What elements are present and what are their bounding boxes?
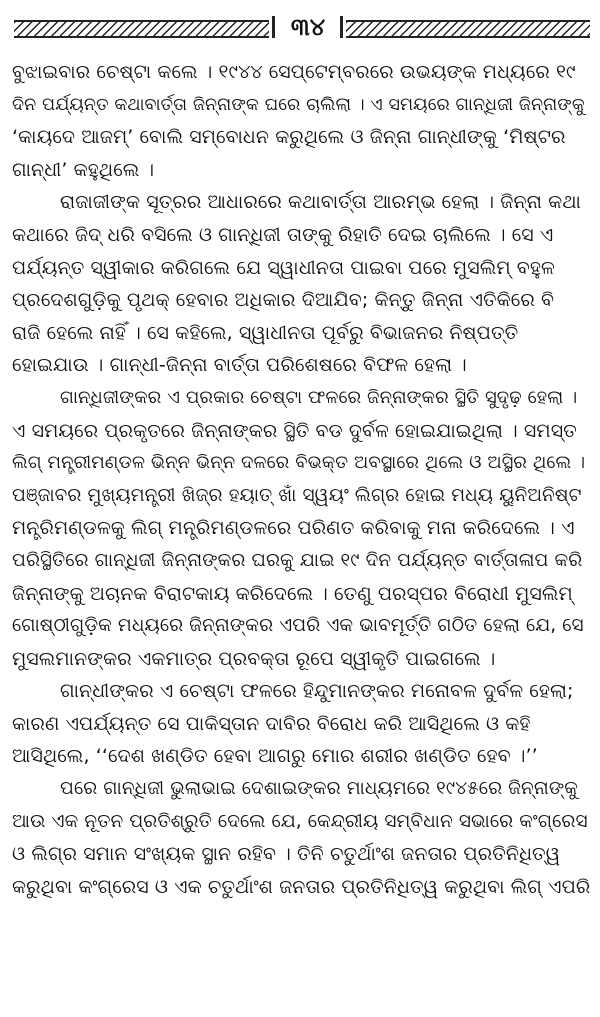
text-line: ‘କାୟଦେ ଆଜମ୍’ ବୋଲି ସମ୍ବୋଧନ କରୁଥିଲେ ଓ ଜିନ୍ନା ଗାନ୍ଧୀଙ୍କୁ ‘ମିଷ୍ଟର (12, 126, 566, 149)
text-line: ବୁଝାଇବାର ଚେଷ୍ଟା କଲେ । ୧୯୪୪ ସେପ୍ଟେମ୍ବରରେ ଉଭୟଙ୍କ ମଧ୍ୟରେ ୧୯ (12, 61, 576, 83)
header-bracket-right (340, 16, 343, 38)
text-line: ପରିସ୍ଥିତିରେ ଗାନ୍ଧିଜୀ ଜିନ୍ନାଙ୍କର ଘରକୁ ଯାଇ ୧୯ ଦିନ ପର୍ଯ୍ୟନ୍ତ ବାର୍ତ୍ତାଳାପ କରି (12, 549, 583, 571)
text-line: ଦିନ ପର୍ଯ୍ୟନ୍ତ କଥାବାର୍ତ୍ତା ଜିନ୍ନାଙ୍କ ଘରେ ଚାଲିଲା । ଏ ସମୟରେ ଗାନ୍ଧିଜୀ ଜିନ୍ନାଙ୍କୁ (12, 94, 585, 115)
text-line: ଓ ଲିଗ୍‌ର ସମାନ ସଂଖ୍ୟକ ସ୍ଥାନ ରହିବ । ତିନି ଚତୁର୍ଥାଂଶ ଜନତାର ପ୍ରତିନିଧିତ୍ୱ (12, 843, 561, 866)
text-line: ଗାନ୍ଧିଜୀଙ୍କର ଏ ପ୍ରକାର ଚେଷ୍ଟା ଫଳରେ ଜିନ୍ନାଙ୍କର ସ୍ଥିତି ସୁଦୃଢ଼ ହେଲା । (60, 386, 578, 408)
text-line: ଆସିଥିଲେ, ‘‘ଦେଶ ଖଣ୍ଡିତ ହେବା ଆଗରୁ ମୋର ଶରୀର ଖଣ୍ଡିତ ହେବ ।’’ (12, 745, 538, 768)
text-line: ପଞ୍ଜାବର ମୁଖ୍ୟମନ୍ତ୍ରୀ ଖିଜ୍ର ହୟାତ୍ ଖାଁ ସ୍ୱୟଂ ଲିଗ୍‌ର ହୋଇ ମଧ୍ୟ ୟୁନିଅନିଷ୍ଟ (12, 484, 582, 506)
paragraph (12, 382, 590, 675)
header-bracket-left (272, 16, 275, 38)
paragraph (12, 675, 590, 773)
page-number: ୩୪ (290, 13, 326, 41)
text-line: ଏ ସମୟରେ ପ୍ରକୃତରେ ଜିନ୍ନାଙ୍କର ସ୍ଥିତି ବଡ ଦୁର୍ବଳ ହୋଇଯାଇଥିଲା । ସମସ୍ତ (12, 419, 577, 442)
text-line: ପର୍ଯ୍ୟନ୍ତ ସ୍ୱୀକାର କରିଗଲେ ଯେ ସ୍ୱାଧୀନତା ପାଇବା ପରେ ମୁସଲିମ୍ ବହୁଳ (12, 256, 555, 279)
text-line: ଗାନ୍ଧୀଙ୍କର ଏ ଚେଷ୍ଟା ଫଳରେ ହିନ୍ଦୁମାନଙ୍କର ମନୋବଳ ଦୁର୍ବଳ ହେଲା; (60, 680, 574, 703)
paragraph (12, 56, 590, 186)
text-line: ମୁସଲମାନଙ୍କର ଏକମାତ୍ର ପ୍ରବକ୍ତା ରୂପେ ସ୍ୱୀକୃତି ପାଇଗଲେ । (12, 647, 496, 670)
text-line: ଗାନ୍ଧୀ’ କହୁଥିଲେ । (12, 158, 155, 181)
paragraph (12, 186, 590, 382)
text-line: ପରେ ଗାନ୍ଧିଜୀ ଭୁଲାଭାଇ ଦେଶାଇଙ୍କର ମାଧ୍ୟମରେ ୧୯୪୫ରେ ଜିନ୍ନାଙ୍କୁ (60, 778, 579, 800)
header-hatch-right (346, 20, 590, 38)
text-line: ଜିନ୍ନାଙ୍କୁ ଅଚାନକ ବିରାଟକାୟ କରିଦେଲେ । ତେଣୁ ପରସ୍ପର ବିରୋଧୀ ମୁସଲିମ୍ (12, 582, 573, 605)
text-line: ଗୋଷ୍ଠୀଗୁଡ଼ିକ ମଧ୍ୟରେ ଜିନ୍ନାଙ୍କର ଏପରି ଏକ ଭାବମୂର୍ତ୍ତି ଗଠିତ ହେଲା ଯେ, ସେ (12, 615, 584, 637)
paragraph (12, 773, 590, 903)
text-line: କଥାରେ ଜିଦ୍ ଧରି ବସିଲେ ଓ ଗାନ୍ଧିଜୀ ତାଙ୍କୁ ରିହାତି ଦେଇ ଚାଲିଲେ । ସେ ଏ (12, 223, 554, 246)
text-line: କାରଣ ଏପର୍ଯ୍ୟନ୍ତ ସେ ପାକିସ୍ତାନ ଦାବିର ବିରୋଧ କରି ଆସିଥିଲେ ଓ କହି (12, 712, 531, 735)
text-line: ଆଉ ଏକ ନୂତନ ପ୍ରତିଶ୍ରୁତି ଦେଲେ ଯେ, କେନ୍ଦ୍ରୀୟ ସମ୍ବିଧାନ ସଭାରେ କଂଗ୍ରେସ (12, 810, 588, 832)
text-line: ରାଜି ହେଲେ ନାହିଁ । ସେ କହିଲେ, ସ୍ୱାଧୀନତା ପୂର୍ବରୁ ବିଭାଜନର ନିଷ୍ପତ୍ତି (12, 321, 519, 344)
text-line: ମନ୍ତ୍ରିମଣ୍ଡଳକୁ ଲିଗ୍ ମନ୍ତ୍ରିମଣ୍ଡଳରେ ପରିଣତ କରିବାକୁ ମନା କରିଦେଲେ । ଏ (12, 517, 575, 540)
body-text (12, 56, 590, 903)
text-line: ଲିଗ୍ ମନ୍ତ୍ରୀମଣ୍ଡଳ ଭିନ୍ନ ଭିନ୍ନ ଦଳରେ ବିଭକ୍ତ ଅବସ୍ଥାରେ ଥିଲେ ଓ ଅସ୍ଥିର ଥିଲେ । (12, 452, 586, 474)
text-line: ରାଜାଜୀଙ୍କ ସୂତ୍ରର ଆଧାରରେ କଥାବାର୍ତ୍ତା ଆରମ୍ଭ ହେଲା । ଜିନ୍ନା କଥା (60, 191, 581, 214)
text-line: ପ୍ରଦେଶଗୁଡ଼ିକୁ ପୃଥକ୍ ହେବାର ଅଧିକାର ଦିଆଯିବ; କିନ୍ତୁ ଜିନ୍ନା ଏତିକିରେ ବି (12, 289, 555, 312)
page-header (14, 12, 590, 42)
text-line: କରୁଥିବା କଂଗ୍ରେସ ଓ ଏକ ଚତୁର୍ଥାଂଶ ଜନତାର ପ୍ରତିନିଧିତ୍ୱ କରୁଥିବା ଲିଗ୍ ଏପରି (12, 875, 590, 898)
text-line: ହୋଇଯାଉ । ଗାନ୍ଧୀ-ଜିନ୍ନା ବାର୍ତ୍ତା ପରିଶେଷରେ ବିଫଳ ହେଲା । (12, 354, 467, 377)
header-hatch-left (14, 20, 269, 38)
